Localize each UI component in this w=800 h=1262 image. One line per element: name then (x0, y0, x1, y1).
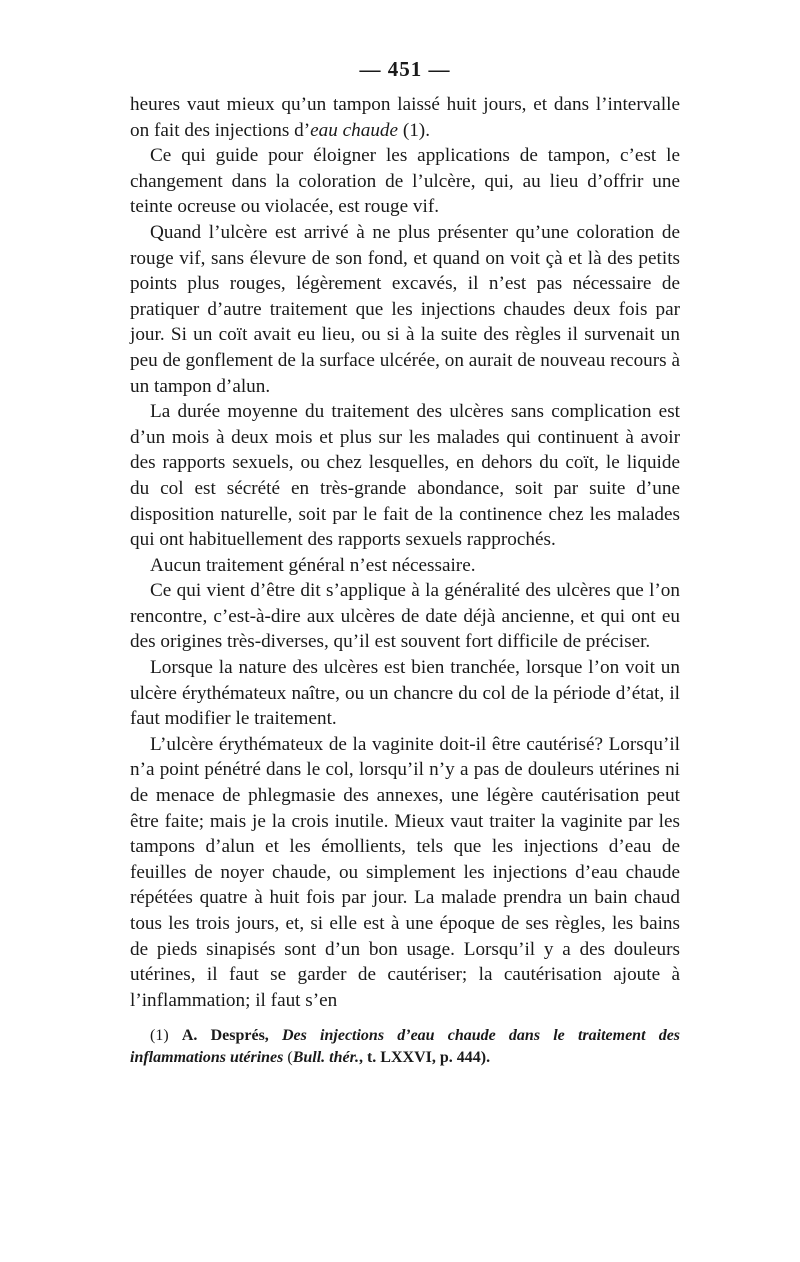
paragraph-2: Ce qui guide pour éloigner les applications de tampon, c’est le changement dans la coloration de l’ulcère, qui, au lieu d’offrir une teinte ocreuse ou violacée, est rouge vif. (130, 145, 680, 218)
paragraph-6: Ce qui vient d’être dit s’applique à la généralité des ulcères que l’on rencontre, c’est-à-dire aux ulcères de date déjà ancienne, et qui ont eu des origines très-diverses, qu’il est souvent fort difficile de préciser. (130, 580, 680, 653)
paragraph-3: Quand l’ulcère est arrivé à ne plus présenter qu’une coloration de rouge vif, sans élevure de son fond, et quand on voit çà et là des petits points plus rouges, légèrement excavés, il n’est pas nécessaire de pratiquer d’autre traitement que les injections chaudes deux fois par jour. Si un coït avait eu lieu, ou si à la suite des règles il survenait un peu de gonflement de la surface ulcérée, on aurait de nouveau recours à un tampon d’alun. (130, 221, 680, 397)
footnote-journal: Bull. thér. (292, 1049, 359, 1067)
paragraph-1-text-after: (1). (398, 119, 430, 141)
body-text (130, 92, 680, 1013)
paragraph-5: Aucun traitement général n’est nécessaire. (150, 554, 476, 576)
footnote-open-paren: ( (287, 1049, 293, 1067)
page-number: — 451 — (359, 57, 451, 81)
book-page (130, 52, 680, 1069)
paragraph-1 (130, 92, 680, 143)
paragraph-8: L’ulcère érythémateux de la vaginite doit-il être cautérisé? Lorsqu’il n’a point pénétré dans le col, lorsqu’il n’y a pas de douleurs utérines ni de menace de phlegmasie des annexes, une légère cautérisation peut être faite; mais je la crois inutile. Mieux vaut traiter la vaginite par les tampons d’alun et les émollients, tels que les injections d’eau de feuilles de noyer chaude, ou simplement les injections d’eau chaude répétées quatre à huit fois par jour. La malade prendra un bain chaud tous les trois jours, et, si elle est à une époque de ses règles, les bains de pieds sinapisés sont d’un bon usage. Lorsqu’il y a des douleurs utérines, il faut se garder de cautériser; la cautérisation ajoute à l’inflammation; il faut s’en (130, 733, 680, 1011)
paragraph-4: La durée moyenne du traitement des ulcères sans complication est d’un mois à deux mois et plus sur les malades qui continuent à avoir des rapports sexuels, ou chez lesquelles, en dehors du coït, le liquide du col est sécrété en très-grande abondance, soit par suite d’une disposition naturelle, soit par le fait de la continence chez les malades qui ont habituellement des rapports sexuels rapprochés. (130, 401, 680, 551)
paragraph-1-text-before: heures vaut mieux qu’un tampon laissé huit jours, et dans l’intervalle on fait des injections d’ (130, 94, 680, 141)
footnote-marker: (1) (150, 1027, 169, 1045)
footnote-title: Des injections d’eau chaude dans le traitement des inflammations utérines (130, 1027, 681, 1067)
paragraph-7: Lorsque la nature des ulcères est bien tranchée, lorsque l’on voit un ulcère érythémateux naître, ou un chancre du col de la période d’état, il faut modifier le traitement. (130, 657, 680, 730)
footnote-author: A. Després, (181, 1027, 269, 1045)
footnote (130, 1025, 680, 1069)
paragraph-1-italic: eau chaude (310, 119, 399, 141)
footnote-reference: , t. LXXVI, p. 444). (358, 1049, 491, 1067)
